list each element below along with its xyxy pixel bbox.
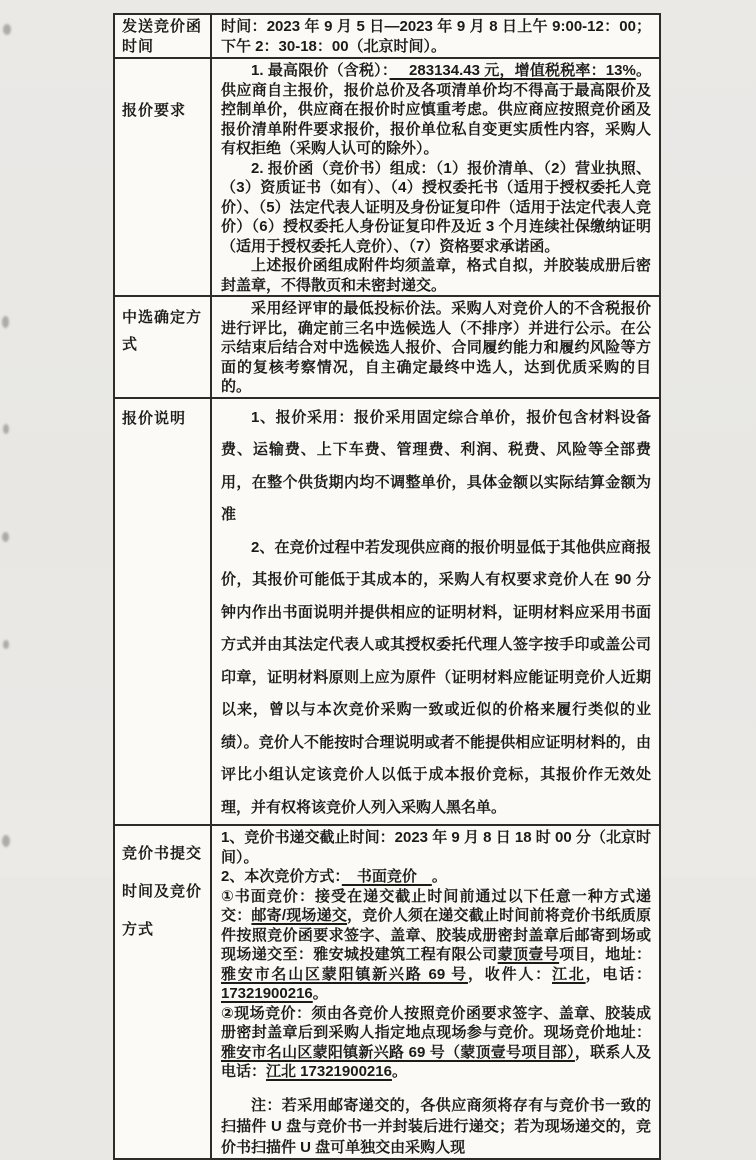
row-content-quote-letter-send-time [211, 14, 660, 58]
paragraph [221, 532, 651, 825]
text-segment: 。 [391, 1063, 407, 1080]
row-label-winner-determination-method [114, 296, 211, 398]
text-segment: 项目，地址： [559, 946, 651, 963]
table-row-quote-letter-send-time [114, 14, 660, 58]
underlined-value: 蒙顶壹号 [497, 946, 560, 963]
label-line: 发送竞价函 [122, 18, 203, 35]
text-segment: ①书面竞价：接受在递交截止时间前通过以下任意一种方式递交： [221, 887, 651, 924]
scan-artifact [3, 640, 9, 649]
paragraph [221, 299, 651, 397]
text-segment: 。 [431, 868, 447, 885]
underlined-value: 雅安市名山区蒙阳镇新兴路 69 号 [221, 965, 468, 983]
row-label-quotation-notes [114, 398, 211, 826]
text-segment: 1、竞价书递交截止时间：2023 年 9 月 8 日 18 时 00 分（北京时间）。 [221, 829, 651, 866]
scan-artifact [2, 835, 10, 847]
paragraph [221, 1095, 651, 1158]
label-line: 报价说明 [122, 409, 187, 427]
text-segment: 时间：2023 年 9 月 5 日—2023 年 9 月 8 日上午 9:00-12：00；下午 2：30-18：00（北京时间）。 [221, 18, 651, 55]
underlined-value: 江北 17321900216 [266, 1063, 392, 1080]
text-segment: 1、报价采用：报价采用固定综合单价，报价包含材料设备费、运输费、上下车费、管理费、利润、税费、风险等全部费用，在整个供货期内均不调整单价，具体金额以实际结算金额为准 [221, 408, 651, 523]
text-segment: ，收件人： [467, 965, 552, 983]
paragraph [221, 159, 651, 257]
table-row-quotation-requirements [114, 58, 660, 296]
label-line: 中选确定方 [122, 309, 203, 326]
label-line: 时间及竞价 [122, 883, 203, 900]
text-segment: 2、本次竞价方式： [221, 868, 342, 885]
underlined-value: 邮寄/现场递交 [251, 907, 348, 924]
scan-artifact [2, 316, 9, 328]
table-row-quotation-notes [114, 398, 660, 826]
text-segment: ，电话： [585, 965, 651, 983]
text-segment: 采用经评审的最低投标价法。采购人对竞价人的不含税报价进行评比，确定前三名中选候选人（不排序）并进行公示。在公示结束后结合对中选候选人报价、合同履约能力和履约风险等方面的复核考察情况，自主确定最终中选人，达到优质采购的目的。 [221, 300, 651, 395]
paragraph [221, 1004, 651, 1082]
underlined-value: 书面竞价 [341, 868, 432, 885]
paragraph [221, 61, 651, 159]
text-segment: ，联系人及电话： [221, 1043, 651, 1080]
paragraph [221, 828, 651, 867]
text-segment: ，竞价人须在递交截止时间前将竞价书纸质原件按照竞价函要求签字、盖章、胶装成册密封盖章后邮寄到场或现场递交至：雅安城投建筑工程有限公司 [221, 907, 651, 963]
label-line: 竞价书提交 [122, 845, 203, 862]
text-segment: ②现场竞价：须由各竞价人按照竞价函要求签字、盖章、胶装成册密封盖章后到采购人指定地点现场参与竞价。现场竞价地址： [221, 1004, 651, 1041]
underlined-value: 283134.43 元，增值税税率：13% [389, 62, 636, 79]
paragraph [221, 402, 651, 532]
scan-artifact [3, 424, 9, 434]
bidding-info-table-body [114, 14, 660, 1159]
row-label-quotation-requirements [114, 58, 211, 296]
paragraph [221, 867, 651, 887]
text-segment: 1. 最高限价（含税）： [251, 62, 390, 79]
bidding-info-table [113, 13, 661, 1160]
text-segment: 2、在竞价过程中若发现供应商的报价明显低于其他供应商报价，其报价可能低于其成本的，采购人有权要求竞价人在 90 分钟内作出书面说明并提供相应的证明材料，证明材料应采用书面方式并由其法定代表人或其授权委托代理人签字按手印或盖公司印章，证明材料原则上应为原件（证明材料应能证明竞价人近期以来，曾以与本次竞价采购一致或近似的价格来履行类似的业绩）。竞价人不能按时合理说明或者不能提供相应证明材料的，由评比小组认定该竞价人以低于成本报价竞标，其报价作无效处理，并有权将该竞价人列入采购人黑名单。 [221, 538, 651, 816]
table-row-winner-determination-method [114, 296, 660, 398]
table-row-submission-time-and-method [114, 825, 660, 1159]
label-line: 时间 [122, 38, 155, 55]
scan-artifact [2, 532, 9, 542]
label-line: 式 [122, 336, 139, 353]
text-segment: 。 [312, 985, 328, 1002]
text-segment: 2. 报价函（竞价书）组成：（1）报价清单、（2）营业执照、（3）资质证书（如有）、（4）授权委托书（适用于授权委托人竞价）、（5）法定代表人证明及身份证复印件（适用于法定代表人竞价）（6）授权委托人身份证复印件及近 3 个月连续社保缴纳证明（适用于授权委托人竞价）、（7）资格要求承诺函。 [221, 159, 651, 255]
underlined-value: 雅安市名山区蒙阳镇新兴路 69 号（蒙顶壹号项目部） [221, 1043, 575, 1061]
row-content-quotation-notes [211, 398, 660, 826]
row-content-winner-determination-method [211, 296, 660, 398]
paragraph [221, 17, 651, 57]
paragraph [221, 256, 651, 295]
label-line: 方式 [122, 921, 155, 938]
row-content-quotation-requirements [211, 58, 660, 296]
row-label-quote-letter-send-time [114, 14, 211, 58]
row-content-submission-time-and-method [211, 825, 660, 1159]
row-label-submission-time-and-method [114, 825, 211, 1159]
text-segment: 上述报价函组成附件均须盖章，格式自拟，并胶装成册后密封盖章，不得散页和未密封递交。 [221, 257, 651, 294]
underlined-value: 江北 [551, 965, 586, 983]
scan-artifact [3, 24, 11, 35]
label-line: 报价要求 [122, 102, 187, 119]
paragraph [221, 887, 651, 1004]
underlined-value: 17321900216 [221, 985, 313, 1002]
text-segment: 。供应商自主报价，报价总价及各项清单价均不得高于最高限价及控制单价，供应商在报价时应慎重考虑。供应商应按照竞价函及报价清单附件要求报价，报价单位私自变更实质性内容，采购人有权拒绝（采购人认可的除外）。 [221, 62, 651, 157]
text-segment: 注：若采用邮寄递交的，各供应商须将存有与竞价书一致的扫描件 U 盘与竞价书一并封装后进行递交；若为现场递交的，竞价书扫描件 U 盘可单独交由采购人现 [221, 1096, 651, 1156]
